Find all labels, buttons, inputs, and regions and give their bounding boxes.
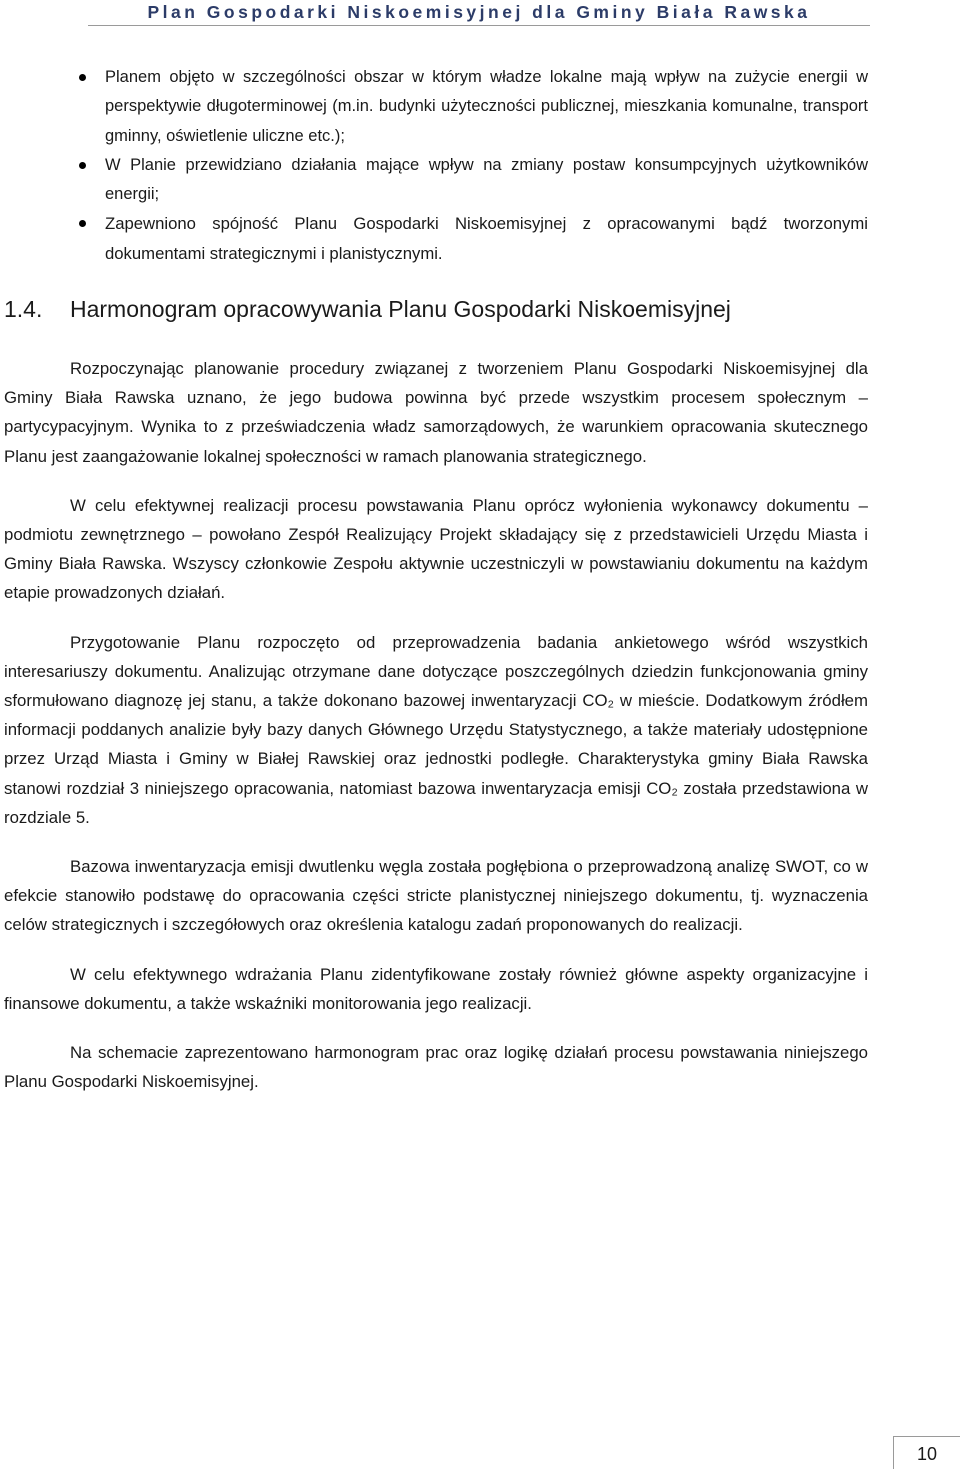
section-number: 1.4. <box>4 296 43 322</box>
bullet-icon <box>79 220 86 227</box>
section-title: Harmonogram opracowywania Planu Gospodarki Niskoemisyjnej <box>70 296 731 322</box>
paragraph: Rozpoczynając planowanie procedury związanej z tworzeniem Planu Gospodarki Niskoemisyjnej dla Gminy Biała Rawska uznano, że jego budowa powinna być przede wszystkim procesem społecznym – partycypacyjnym. Wynika to z przeświadczenia władz samorządowych, że warunkiem opracowania skutecznego Planu jest zaangażowanie lokalnej społeczności w ramach planowania strategicznego. <box>4 359 868 466</box>
bullet-icon <box>79 162 86 169</box>
body-text <box>4 354 868 1116</box>
list-item <box>105 151 868 210</box>
list-item-text: W Planie przewidziano działania mające wpływ na zmiany postaw konsumpcyjnych użytkowników energii; <box>105 155 868 204</box>
list-item <box>105 63 868 151</box>
bullet-list <box>105 63 868 268</box>
list-item <box>105 209 868 268</box>
bullet-icon <box>79 74 86 81</box>
list-item-text: Planem objęto w szczególności obszar w którym władze lokalne mają wpływ na zużycie energii w perspektywie długoterminowej (m.in. budynki użyteczności publicznej, mieszkania komunalne, transport gminny, oświetlenie uliczne etc.); <box>105 68 868 145</box>
running-header <box>88 0 870 26</box>
paragraph: W celu efektywnej realizacji procesu powstawania Planu oprócz wyłonienia wykonawcy dokumentu – podmiotu zewnętrznego – powołano Zespół Realizujący Projekt składający się z przedstawicieli Urzędu Miasta i Gminy Biała Rawska. Wszyscy członkowie Zespołu aktywnie uczestniczyli w powstawianiu dokumentu na każdym etapie prowadzonych działań. <box>4 495 868 603</box>
paragraph: Przygotowanie Planu rozpoczęto od przeprowadzenia badania ankietowego wśród wszystkich interesariuszy dokumentu. Analizując otrzymane dane dotyczące poszczególnych dziedzin funkcjonowania gminy sformułowano diagnozę jej stanu, a także dokonano bazowej inwentaryzacji CO₂ w mieście. Dodatkowym źródłem informacji poddanych analizie były bazy danych Głównego Urzędu Statystycznego, a także materiały udostępnione przez Urząd Miasta i Gminy w Białej Rawskiej oraz jednostki podległe. Charakterystyka gminy Biała Rawska stanowi rozdział 3 niniejszego opracowania, natomiast bazowa inwentaryzacja emisji CO₂ została przedstawiona w rozdziale 5. <box>4 632 868 827</box>
paragraph: Bazowa inwentaryzacja emisji dwutlenku węgla została pogłębiona o przeprowadzoną analizę SWOT, co w efekcie stanowiło podstawę do opracowania części stricte planistycznej niniejszego dokumentu, tj. wyznaczenia celów strategicznych i szczegółowych oraz określenia katalogu zadań proponowanych do realizacji. <box>4 857 868 935</box>
section-heading <box>4 296 731 323</box>
paragraph: Na schemacie zaprezentowano harmonogram prac oraz logikę działań procesu powstawania niniejszego Planu Gospodarki Niskoemisyjnej. <box>4 1043 868 1092</box>
page-number: 10 <box>916 1444 938 1464</box>
list-item-text: Zapewniono spójność Planu Gospodarki Niskoemisyjnej z opracowanymi bądź tworzonymi dokumentami strategicznymi i planistycznymi. <box>105 214 868 263</box>
document-title: Plan Gospodarki Niskoemisyjnej dla Gminy Biała Rawska <box>147 2 811 22</box>
page-number-box <box>893 1436 960 1469</box>
paragraph: W celu efektywnego wdrażania Planu zidentyfikowane zostały również główne aspekty organizacyjne i finansowe dokumentu, a także wskaźniki monitorowania jego realizacji. <box>4 964 868 1013</box>
